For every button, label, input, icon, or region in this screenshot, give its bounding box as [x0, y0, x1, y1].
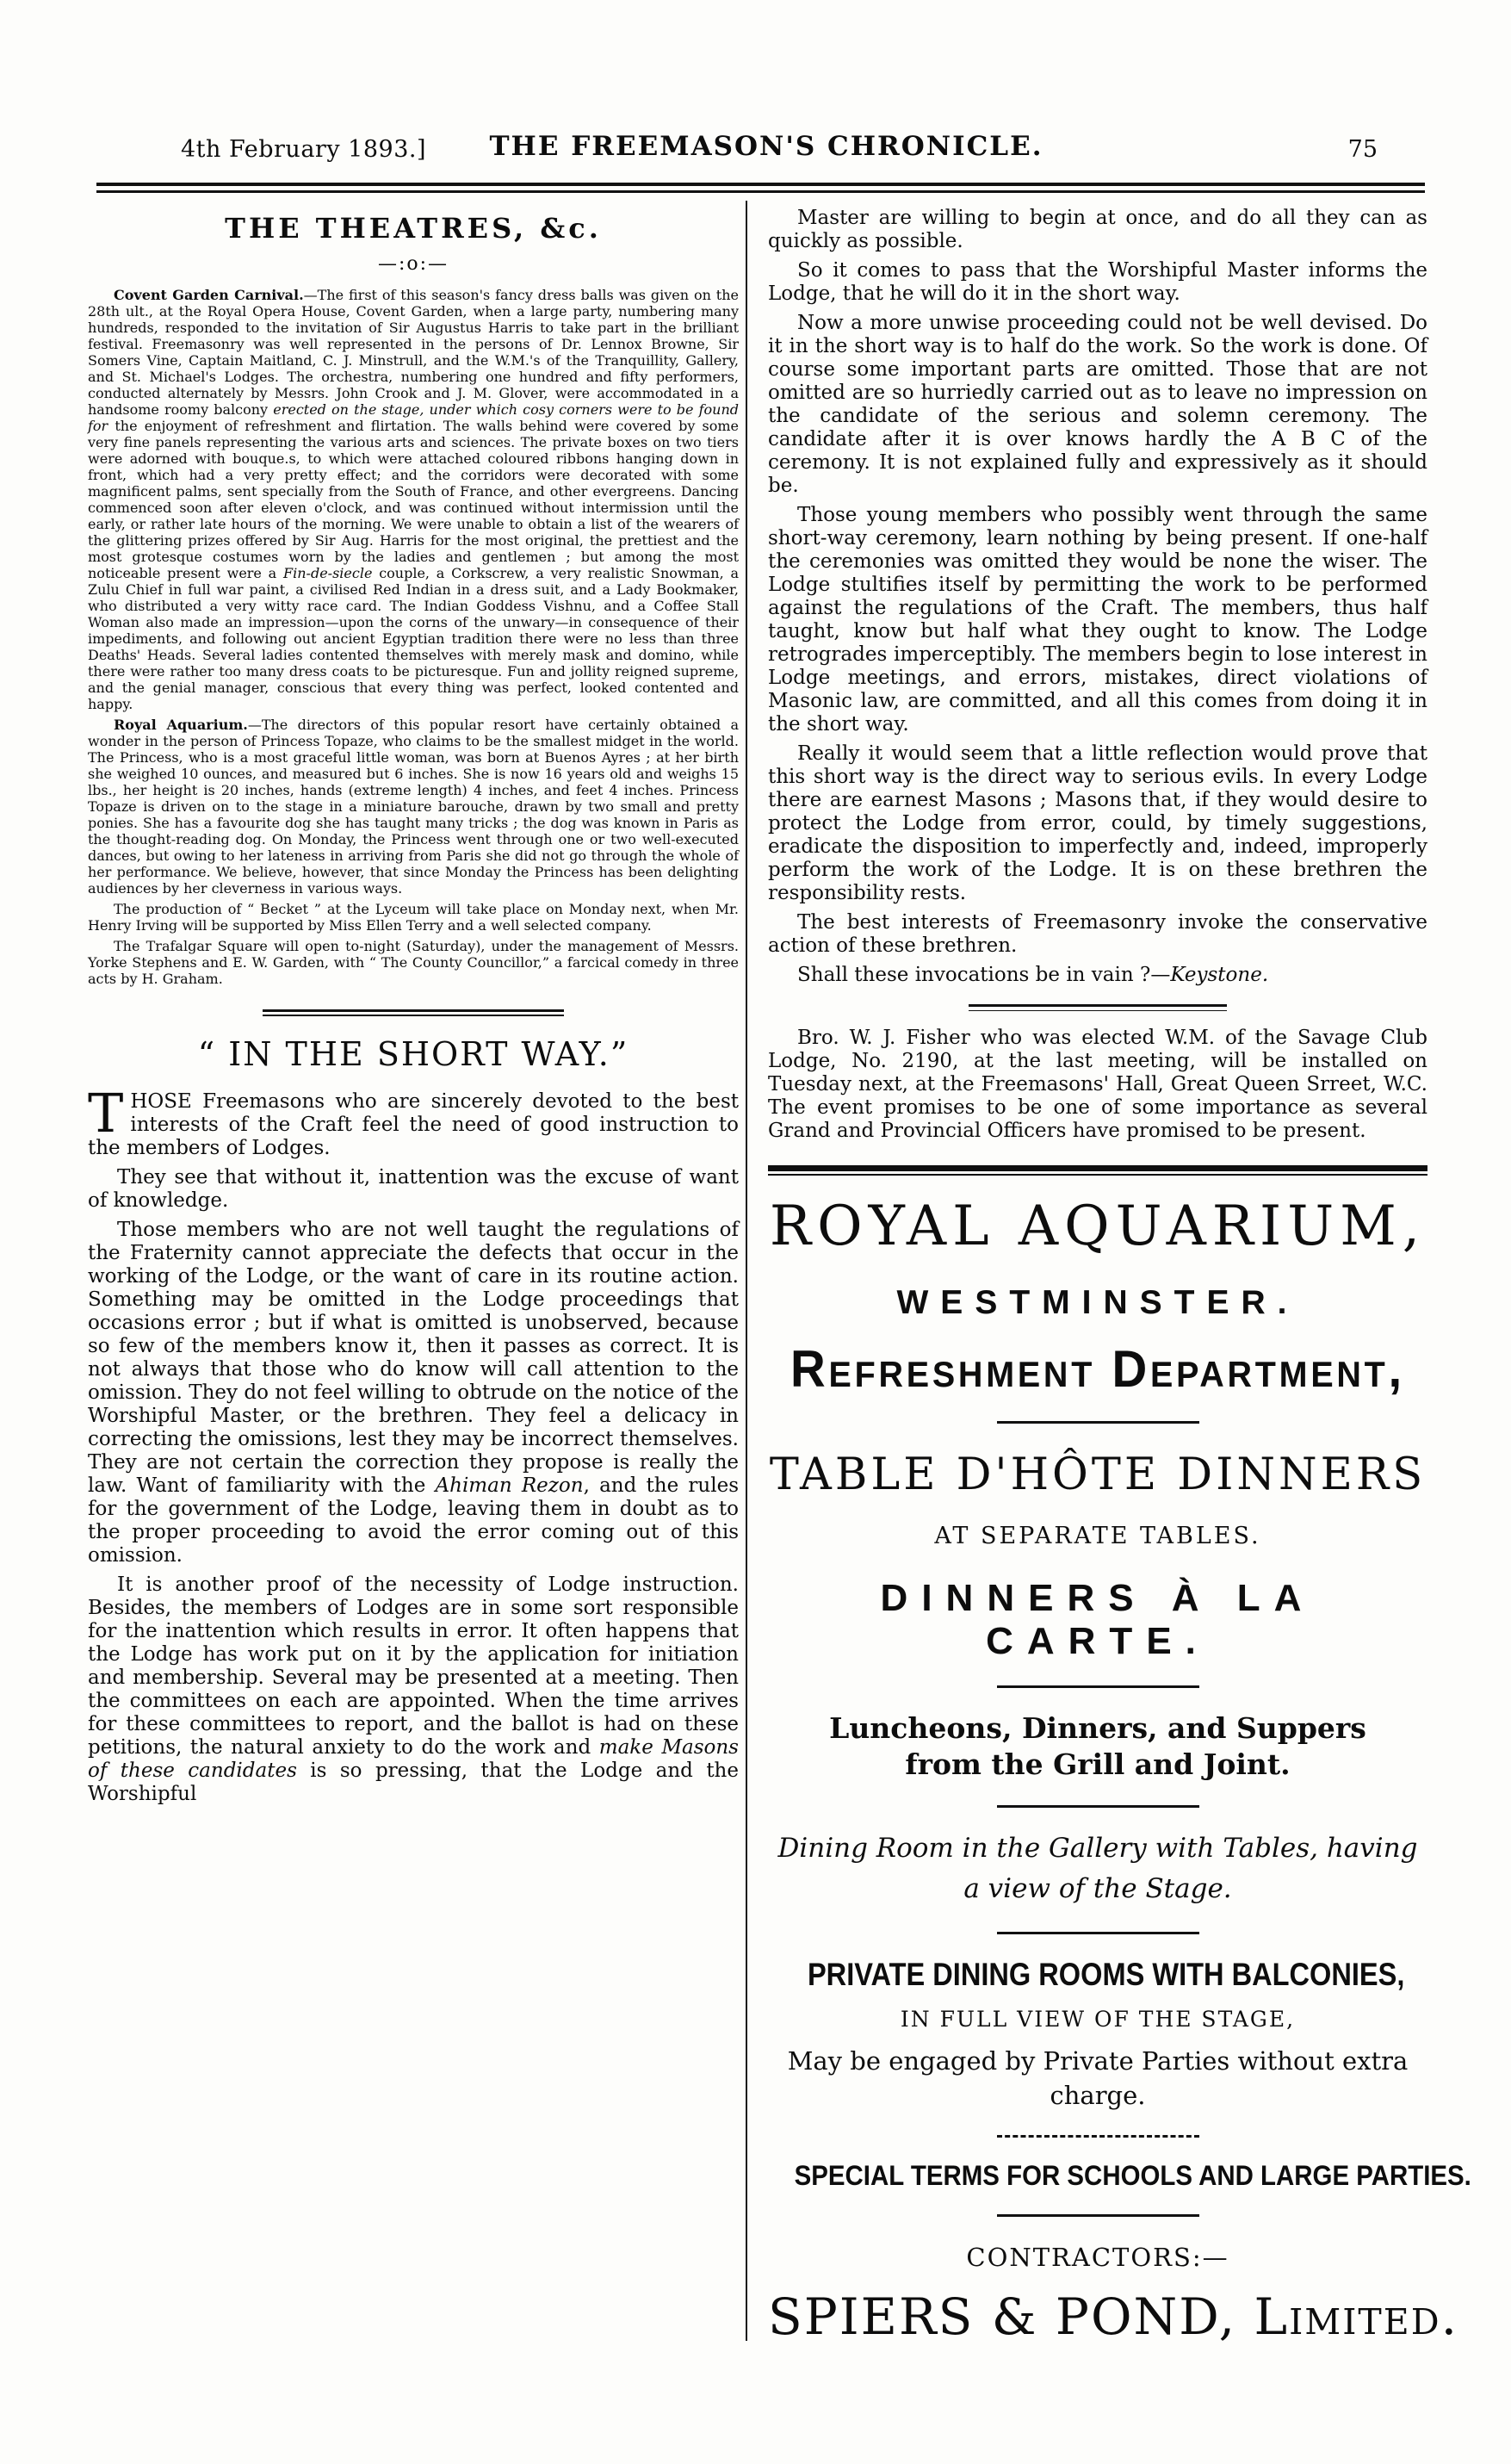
article-continuation-paragraphs	[768, 207, 1427, 987]
text-segment: —The first of this season's fancy dress balls was given on the 28th ult., at the Royal Opera House, Covent Garden, when a large party, numbering many hundreds, responded to the invitation of Sir Augustus Harris to take part in the brilliant festival. Freemasonry was well represented in the persons of Dr. Lennox Browne, Sir Somers Vine, Captain Maitland, C. J. Minstrull, and the W.M.'s of the Tranquillity, Gallery, and St. Michael's Lodges. The orchestra, numbering one hundred and fifty performers, conducted alternately by Messrs. John Crook and J. M. Glover, were accommodated in a handsome roomy balcony	[88, 287, 739, 418]
text-segment: Bro. W. J. Fisher who was elected W.M. of the Savage Club Lodge, No. 2190, at the last meeting, will be installed on Tuesday next, at the Freemasons' Hall, Great Queen Srreet, W.C. The event promises to be one of some importance as several Grand and Provincial Officers have promised to be present.	[768, 1027, 1427, 1142]
right-column	[768, 207, 1471, 2346]
text-segment: They see that without it, inattention was the excuse of want of knowledge.	[88, 1166, 739, 1212]
paragraph	[88, 1219, 739, 1567]
advert-table-dhote: TABLE D'HÔTE DINNERS	[769, 1449, 1427, 1500]
text-segment: Master are willing to begin at once, and do all they can as quickly as possible.	[768, 207, 1427, 252]
text-segment: Royal Aquarium.	[114, 717, 248, 733]
left-column	[88, 207, 739, 1812]
paragraph	[768, 504, 1427, 736]
contractors-name-main: SPIERS & POND,	[768, 2287, 1254, 2346]
theatres-paragraphs	[88, 287, 739, 987]
advert-rule	[997, 1805, 1199, 1808]
advert-location: WESTMINSTER.	[896, 1284, 1299, 1321]
text-segment: It is another proof of the necessity of Lodge instruction. Besides, the members of Lodges are in some sort responsible for the inattention which results in error. It often happens that the Lodge has work put on it by the application for initiation and membership. Several may be presented at a meeting. Then the committees on each are appointed. When the time arrives for these committees to report, and the ballot is had on these petitions, the natural anxiety to do the work and	[88, 1573, 739, 1759]
advert-full-view: IN FULL VIEW OF THE STAGE,	[900, 2007, 1296, 2032]
advert-rule-dashed	[997, 2135, 1199, 2138]
paragraph	[88, 717, 739, 897]
column-divider	[746, 201, 747, 2341]
advert-rule	[997, 1421, 1199, 1424]
advert-department: Refreshment Department,	[790, 1340, 1405, 1398]
text-segment: , and the rules for the government of the Lodge, leaving them in doubt as to the proper proceeding to avoid the error coming out of this omission.	[88, 1474, 739, 1567]
paragraph	[768, 207, 1427, 253]
advert-engaged: May be engaged by Private Parties without extra charge.	[787, 2046, 1409, 2110]
text-segment: Shall these invocations be in vain ?—	[797, 964, 1171, 986]
advert-rule	[997, 1685, 1199, 1688]
text-segment: Now a more unwise proceeding could not be well devised. Do it in the short way is to half do the work. So the work is done. Of course some important parts are omitted. Those that are not omitted are so hurriedly carried out as to leave no impression on the candidate of the serious and solemn ceremony. The candidate after it is over knows hardly the A B C of the ceremony. It is not explained fully and expressively as it should be.	[768, 312, 1427, 497]
text-segment: Fin-de-siecle	[283, 565, 373, 581]
text-segment: Those young members who possibly went through the same short-way ceremony, learn nothing by being present. If one-half the ceremonies was omitted they would be none the wiser. The Lodge stultifies itself by permitting the work to be performed against the regulations of the Craft. The members, thus half taught, know but half what they ought to know. The Lodge retrogrades imperceptibly. The members begin to lose interest in Lodge meetings, and errors, mistakes, direct violations of Masonic law, are committed, and all this comes from doing it in the short way.	[768, 504, 1427, 735]
text-segment: —The directors of this popular resort have certainly obtained a wonder in the person of Princess Topaze, who claims to be the smallest midget in the world. The Princess, who is a most graceful little woman, was born at Buenos Ayres ; at her birth she weighed 10 ounces, and measured but 6 inches. She is now 16 years old and weighs 15 lbs., her height is 20 inches, hands (extreme length) 4 inches, and feet 4 inches. Princess Topaze is driven on to the stage in a miniature barouche, drawn by two small and pretty ponies. She has a favourite dog she has taught many tricks ; the dog was known in Paris as the thought-reading dog. On Monday, the Princess went through one or two well-executed dances, but owing to her lateness in arriving from Paris she did not go through the whole of her performance. We believe, however, that since Monday the Princess has been delighting audiences by her cleverness in various ways.	[88, 717, 739, 897]
issue-date: 4th February 1893.]	[181, 136, 426, 163]
advert-dining-room: Dining Room in the Gallery with Tables, having a view of the Stage.	[777, 1833, 1418, 1904]
text-segment: couple, a Corkscrew, a very realistic Snowman, a Zulu Chief in full war paint, a civilised Red Indian in a dress suit, and a Lady Bookmaker, who distributed a very witty race card. The Indian Goddess Vishnu, and a Coffee Stall Woman also made an impression—upon the corns of the unwary—in consequence of their impediments, and following out ancient Egyptian tradition there were no less than three Deaths' Heads. Several ladies contented themselves with merely mask and domino, while there were rather too many dress coats to be picturesque. Fun and jollity reigned supreme, and the genial manager, conscious that every thing was perfect, looked contented and happy.	[88, 565, 739, 712]
text-segment: Ahiman Rezon	[435, 1474, 584, 1497]
text-segment: Covent Garden Carnival.	[114, 287, 304, 303]
advert-title: ROYAL AQUARIUM,	[769, 1195, 1427, 1258]
paragraph	[88, 1166, 739, 1213]
advert-a-la-carte: DINNERS À LA CARTE.	[880, 1577, 1316, 1662]
theatres-heading: THE THEATRES, &c.	[225, 212, 602, 245]
advert-private-rooms: PRIVATE DINING ROOMS WITH BALCONIES,	[807, 1957, 1405, 1992]
advert-top-rule	[768, 1165, 1427, 1176]
text-segment: So it comes to pass that the Worshipful Master informs the Lodge, that he will do it in the short way.	[768, 259, 1427, 305]
paragraph	[768, 964, 1427, 987]
page-number: 75	[1347, 136, 1378, 163]
paragraph	[768, 911, 1427, 958]
heading-ornament: —:o:—	[377, 253, 449, 275]
section-divider	[263, 1009, 564, 1016]
royal-aquarium-advert	[768, 1195, 1471, 2346]
short-way-first-paragraph	[88, 1082, 739, 1160]
advert-special-terms: SPECIAL TERMS FOR SCHOOLS AND LARGE PARTIES.	[794, 2160, 1471, 2191]
text-segment: the enjoyment of refreshment and flirtation. The walls behind were covered by some very fine panels representing the various arts and sciences. The private boxes on two tiers were adorned with bouque.s, to which were attached coloured ribbons hanging down in front, which had a very pretty effect; and the corridors were decorated with some magnificent palms, sent specially from the South of France, and other evergreens. Dancing commenced soon after eleven o'clock, and was continued without intermission until the early, or rather late hours of the morning. We were unable to obtain a list of the wearers of the glittering prizes offered by Sir Aug. Harris for the most original, the prettiest and the most grotesque costumes worn by the ladies and gentlemen ; but among the most noticeable present were a	[88, 418, 739, 581]
paragraph	[768, 259, 1427, 306]
text-segment: The best interests of Freemasonry invoke the conservative action of these brethren.	[768, 911, 1427, 957]
article-end-rule	[969, 1004, 1227, 1011]
text-segment: erected on the stage, under which cosy corners were to be found for	[88, 401, 740, 434]
paragraph	[88, 938, 739, 987]
paragraph	[88, 287, 739, 712]
publication-title: THE FREEMASON'S CHRONICLE.	[489, 131, 1043, 162]
text-segment: Those members who are not well taught the regulations of the Fraternity cannot appreciate the defects that occur in the working of the Lodge, or the want of care in its routine action. Something may be omitted in the Lodge proceedings that occasions error ; but if what is omitted is unobserved, because so few of the members know it, then it passes as correct. It is not always that those who do know will call attention to the omission. They do not feel willing to obtrude on the notice of the Worshipful Master, or the brethren. They feel a delicacy in correcting the omissions, lest they may be incorrect themselves. They are not certain the correction they propose is really the law. Want of familiarity with the	[88, 1219, 739, 1497]
text-segment: Really it would seem that a little reflection would prove that this short way is the direct way to serious evils. In every Lodge there are earnest Masons ; Masons that, if they would desire to protect the Lodge from error, could, by timely suggestions, eradicate the disposition to imperfectly and, indeed, improperly perform the work of the Lodge. It is on these brethren the responsibility rests.	[768, 742, 1427, 904]
short-way-heading: “ IN THE SHORT WAY.”	[197, 1035, 629, 1073]
advert-separate-tables: AT SEPARATE TABLES.	[934, 1523, 1261, 1549]
advert-contractors-label: CONTRACTORS:—	[966, 2243, 1229, 2272]
text-segment: The Trafalgar Square will open to-night (Saturday), under the management of Messrs. Yorke Stephens and E. W. Garden, with “ The County Councillor,” a farcical comedy in three acts by H. Graham.	[88, 938, 739, 987]
short-way-paragraphs	[88, 1166, 739, 1806]
paragraph	[88, 901, 739, 934]
masthead	[103, 127, 1429, 174]
advert-rule	[997, 2214, 1199, 2217]
advert-rule	[997, 1932, 1199, 1934]
text-segment: make Masons of these candidates	[88, 1736, 739, 1782]
masthead-rule	[96, 183, 1425, 193]
contractors-name-suffix: Limited.	[1254, 2287, 1459, 2346]
text-segment: is so pressing, that the Lodge and the Worshipful	[88, 1760, 739, 1805]
first-paragraph-text: HOSE Freemasons who are sincerely devoted to the best interests of the Craft feel the need of good instruction to the members of Lodges.	[88, 1090, 739, 1159]
text-segment: The production of “ Becket ” at the Lyceum will take place on Monday next, when Mr. Henry Irving will be supported by Miss Ellen Terry and a well selected company.	[88, 901, 739, 934]
text-segment: Keystone.	[1170, 964, 1269, 986]
drop-cap: T	[88, 1082, 124, 1145]
advert-luncheons: Luncheons, Dinners, and Suppers from the Grill and Joint.	[829, 1711, 1366, 1781]
paragraph	[768, 312, 1427, 498]
paragraph	[88, 1573, 739, 1806]
paragraph	[768, 742, 1427, 905]
paragraph	[768, 1027, 1427, 1143]
installation-notice	[768, 1027, 1427, 1143]
advert-contractors-name	[768, 2287, 1459, 2346]
